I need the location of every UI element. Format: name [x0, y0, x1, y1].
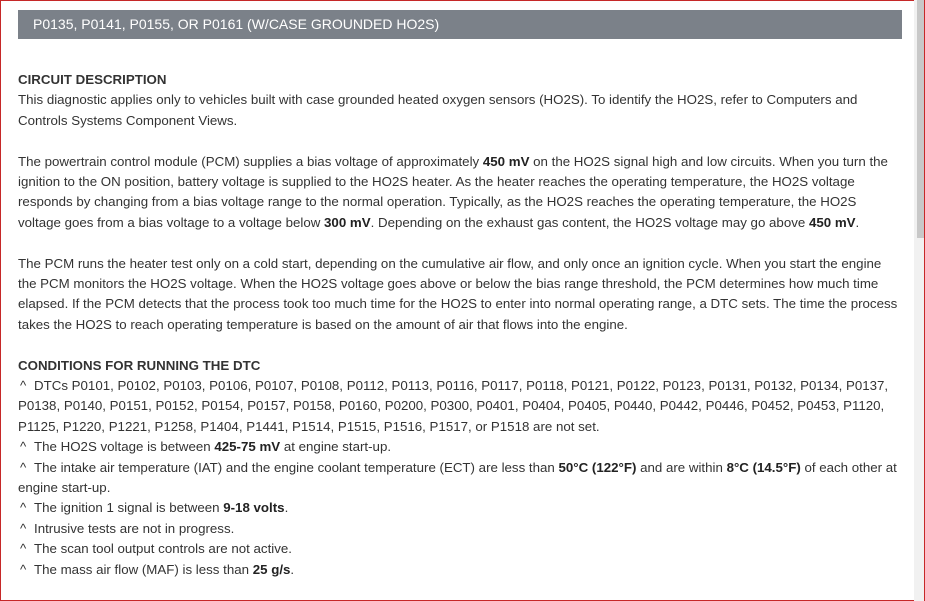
bold-value: 50°C (122°F)	[558, 459, 637, 475]
circuit-paragraph-1: This diagnostic applies only to vehicles built with case grounded heated oxygen sensors (HO2S). To identify the HO2S, refer to Computers and Controls Systems Component Views.	[18, 92, 858, 128]
document-body	[18, 70, 902, 580]
condition-text: The scan tool output controls are not active.	[34, 541, 292, 557]
conditions-heading: CONDITIONS FOR RUNNING THE DTC	[18, 357, 261, 373]
condition-item	[18, 458, 902, 499]
text-run: The HO2S voltage is between	[34, 439, 215, 455]
section-title-bar	[18, 10, 902, 39]
bold-value: 450 mV	[482, 153, 530, 169]
caret-bullet-icon: ^	[20, 459, 27, 475]
caret-bullet-icon: ^	[20, 378, 27, 394]
document-content	[18, 10, 902, 580]
text-run: The intake air temperature (IAT) and the engine coolant temperature (ECT) are less than	[34, 459, 559, 475]
bold-value: 25 g/s	[252, 561, 291, 577]
text-run: of each other at engine start-up.	[18, 459, 897, 496]
caret-bullet-icon: ^	[20, 439, 27, 455]
text-run: The ignition 1 signal is between	[34, 500, 224, 516]
condition-item	[18, 539, 902, 559]
condition-item	[18, 519, 902, 539]
bold-value: 450 mV	[808, 214, 856, 230]
text-run: The mass air flow (MAF) is less than	[34, 561, 253, 577]
condition-item	[18, 437, 902, 457]
text-run: .	[290, 561, 295, 577]
condition-text: Intrusive tests are not in progress.	[34, 520, 235, 536]
section-title: P0135, P0141, P0155, OR P0161 (W/CASE GROUNDED HO2S)	[33, 16, 440, 32]
circuit-paragraph-2	[18, 152, 902, 234]
condition-item	[18, 498, 902, 518]
condition-item	[18, 376, 902, 437]
caret-bullet-icon: ^	[20, 561, 27, 577]
text-run: on the HO2S signal high and low circuits. When you turn the ignition to the ON position, battery voltage is supplied to the HO2S heater. As the heater reaches the operating temperature, the HO2S voltage responds by changing from a bias voltage range to the normal operation. Typically, as the HO2S reaches the operating temperature, the HO2S voltage goes from a bias voltage to a voltage below	[18, 153, 888, 230]
bold-value: 8°C (14.5°F)	[726, 459, 801, 475]
condition-text: DTCs P0101, P0102, P0103, P0106, P0107, P0108, P0112, P0113, P0116, P0117, P0118, P0121, P0122, P0123, P0131, P0132, P0134, P0137, P0138, P0140, P0151, P0152, P0154, P0157, P0158, P0160, P0200, P0300, P0401, P0404, P0405, P0440, P0442, P0446, P0452, P0453, P1120, P1125, P1220, P1221, P1258, P1404, P1441, P1514, P1515, P1516, P1517, or P1518 are not set.	[18, 378, 889, 434]
caret-bullet-icon: ^	[20, 520, 27, 536]
circuit-paragraph-3: The PCM runs the heater test only on a cold start, depending on the cumulative air flow, and only once an ignition cycle. When you start the engine the PCM monitors the HO2S voltage. When the HO2S voltage goes above or below the bias range threshold, the PCM determines how much time elapsed. If the PCM detects that the process took too much time for the HO2S to enter into normal operating range, a DTC sets. The time the process takes the HO2S to reach operating temperature is based on the amount of air that flows into the engine.	[18, 255, 898, 332]
text-run: and are within	[636, 459, 727, 475]
text-run: . Depending on the exhaust gas content, the HO2S voltage may go above	[370, 214, 809, 230]
circuit-description-heading: CIRCUIT DESCRIPTION	[18, 72, 167, 87]
text-run: at engine start-up.	[280, 439, 392, 455]
caret-bullet-icon: ^	[20, 541, 27, 557]
bold-value: 425-75 mV	[214, 439, 281, 455]
text-run: The powertrain control module (PCM) supplies a bias voltage of approximately	[18, 153, 483, 169]
bold-value: 9-18 volts	[223, 500, 285, 516]
caret-bullet-icon: ^	[20, 500, 27, 516]
bold-value: 300 mV	[324, 214, 371, 230]
condition-item	[18, 560, 902, 580]
text-run: .	[284, 500, 289, 516]
text-run: .	[855, 214, 860, 230]
vertical-scrollbar-thumb[interactable]	[917, 0, 924, 238]
